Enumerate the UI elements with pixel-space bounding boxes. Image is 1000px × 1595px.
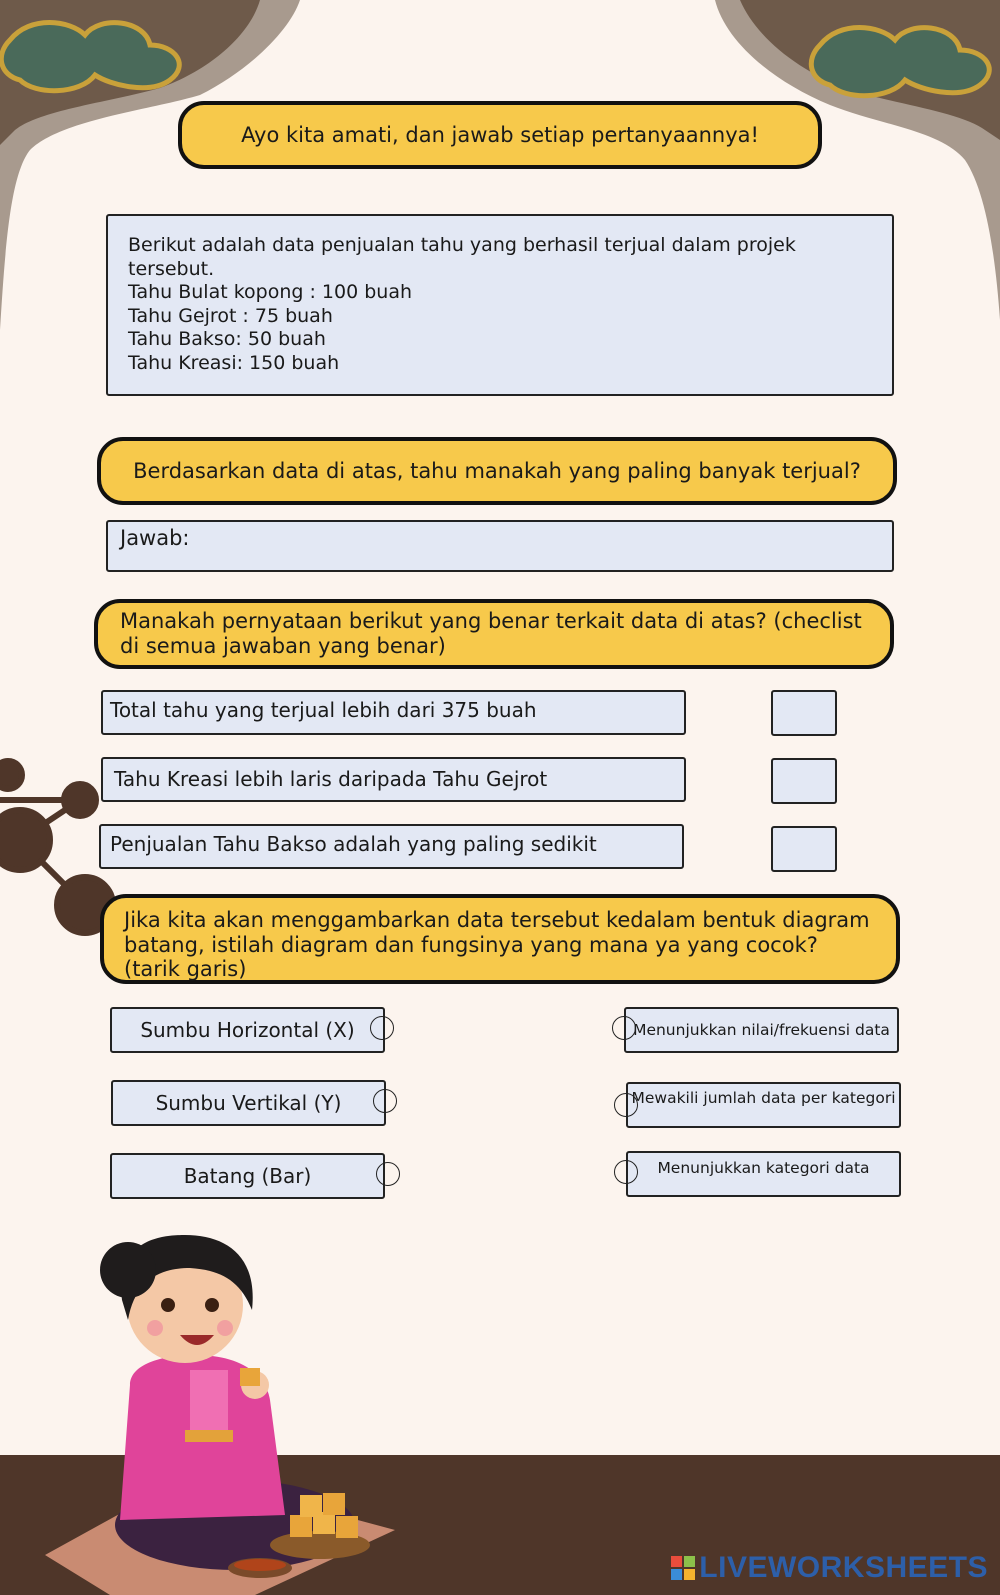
match-left-dot-3[interactable] — [376, 1162, 400, 1186]
answer-input[interactable] — [106, 520, 894, 572]
statement-checkbox-1[interactable] — [771, 690, 837, 736]
data-line: Tahu Gejrot : 75 buah — [128, 304, 333, 327]
match-right-label: Menunjukkan nilai/frekuensi data — [633, 1021, 890, 1039]
brand-text: LIVEWORKSHEETS — [699, 1551, 988, 1584]
molecule-decoration — [0, 761, 113, 933]
data-line: Tahu Kreasi: 150 buah — [128, 351, 340, 374]
match-right-dot-2[interactable] — [614, 1093, 638, 1117]
girl-illustration — [45, 1235, 395, 1595]
question3-text: Jika kita akan menggambarkan data tersebut kedalam bentuk diagram batang, istilah diagram dan fungsinya yang mana ya yang cocok? (tarik garis) — [124, 908, 870, 981]
match-left-label: Sumbu Vertikal (Y) — [155, 1091, 342, 1115]
statement-text: Tahu Kreasi lebih laris daripada Tahu Gejrot — [114, 767, 548, 791]
title-banner — [178, 101, 822, 169]
match-right-label: Menunjukkan kategori data — [657, 1159, 870, 1177]
answer-label: Jawab: — [120, 526, 190, 550]
match-left-item[interactable] — [110, 1007, 385, 1053]
question3-banner — [100, 894, 900, 984]
match-left-label: Sumbu Horizontal (X) — [140, 1018, 355, 1042]
question1-text: Berdasarkan data di atas, tahu manakah yang paling banyak terjual? — [133, 458, 861, 483]
statement-text: Total tahu yang terjual lebih dari 375 buah — [110, 698, 537, 722]
liveworksheets-logo[interactable] — [671, 1551, 988, 1585]
match-left-dot-1[interactable] — [370, 1016, 394, 1040]
data-intro: Berikut adalah data penjualan tahu yang berhasil terjual dalam projek tersebut. — [128, 234, 796, 280]
statement-text: Penjualan Tahu Bakso adalah yang paling sedikit — [110, 832, 597, 856]
match-left-dot-2[interactable] — [373, 1089, 397, 1113]
match-right-item[interactable] — [626, 1082, 901, 1128]
match-right-item[interactable] — [624, 1007, 899, 1053]
match-right-item[interactable] — [626, 1151, 901, 1197]
statement-checkbox-3[interactable] — [771, 826, 837, 872]
match-left-item[interactable] — [111, 1080, 386, 1126]
statement-checkbox-2[interactable] — [771, 758, 837, 804]
match-left-item[interactable] — [110, 1153, 385, 1199]
title-banner-text: Ayo kita amati, dan jawab setiap pertanyaannya! — [241, 122, 759, 147]
match-left-label: Batang (Bar) — [183, 1164, 312, 1188]
match-right-dot-1[interactable] — [612, 1016, 636, 1040]
question2-text: Manakah pernyataan berikut yang benar terkait data di atas? (checlist di semua jawaban yang benar) — [120, 609, 862, 658]
data-line: Tahu Bakso: 50 buah — [128, 328, 326, 350]
match-right-label: Mewakili jumlah data per kategori — [631, 1089, 896, 1107]
question2-banner — [94, 599, 894, 669]
question1-banner — [97, 437, 897, 505]
match-right-dot-3[interactable] — [614, 1160, 638, 1184]
liveworksheets-logo-icon — [671, 1556, 695, 1580]
data-line: Tahu Bulat kopong : 100 buah — [128, 281, 413, 303]
data-box-text — [128, 234, 848, 375]
